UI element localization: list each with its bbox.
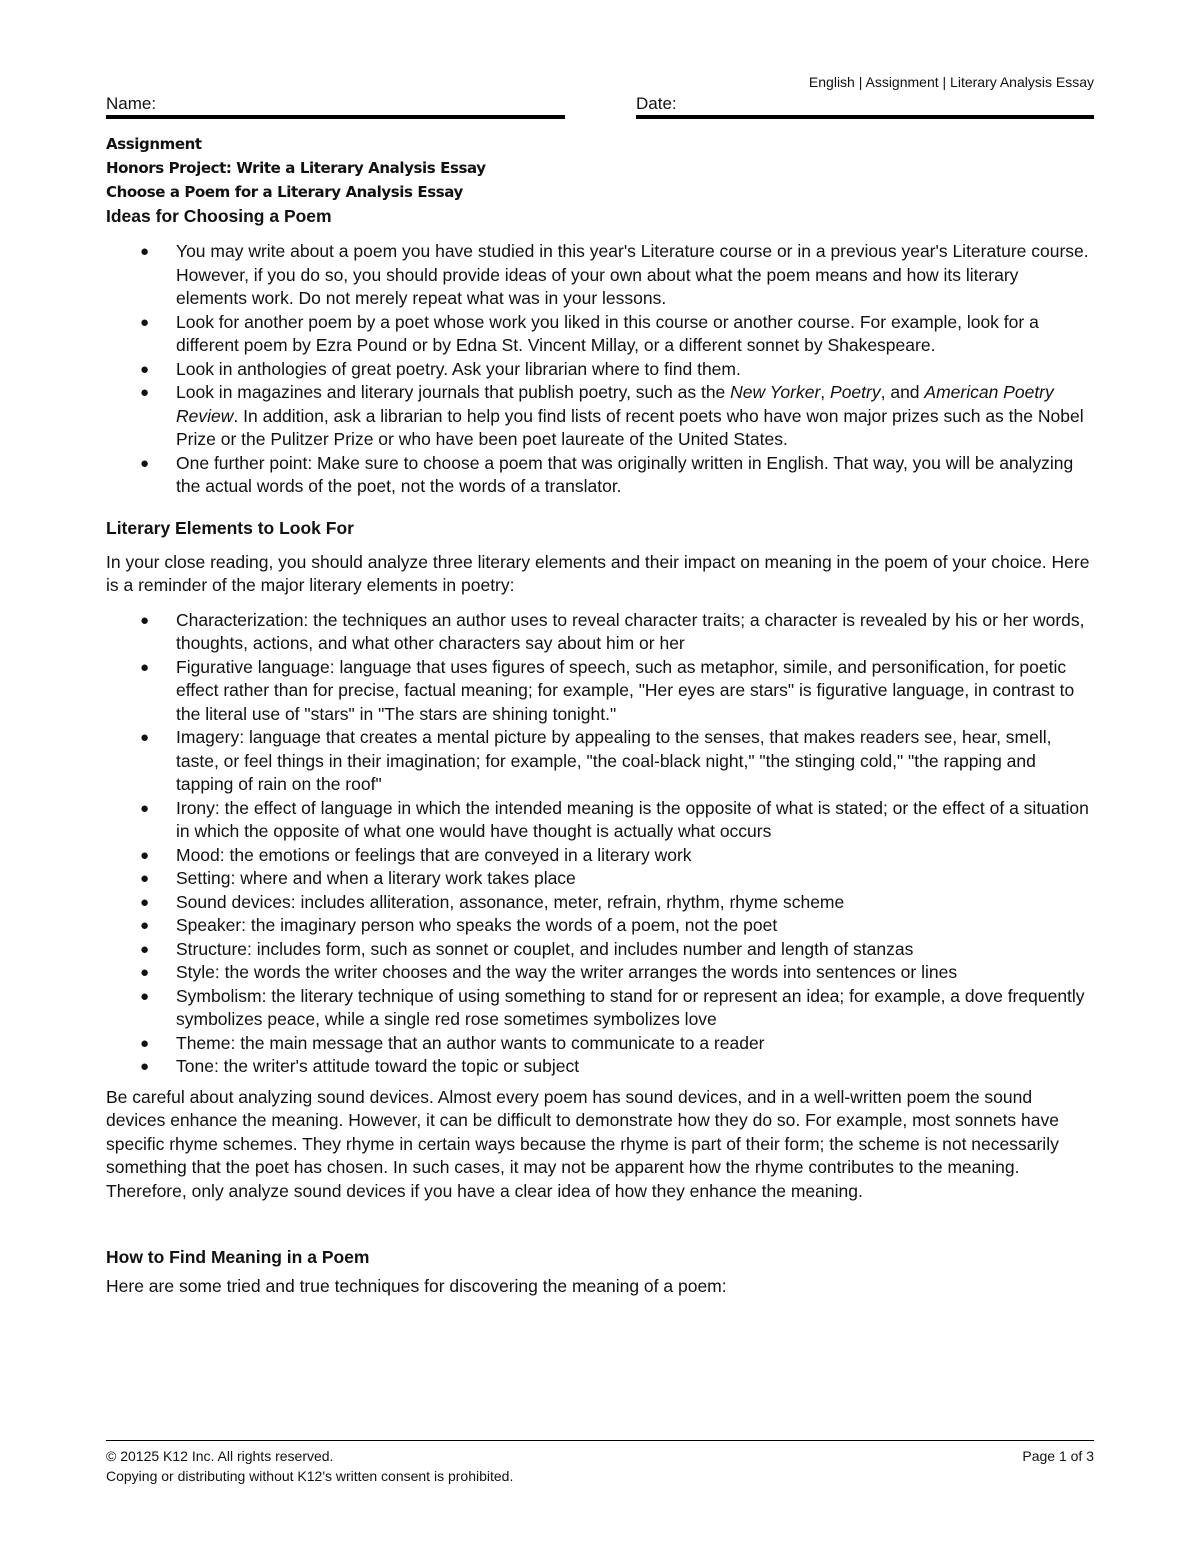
footer-legal bbox=[106, 1446, 513, 1486]
list-item: ● Structure: includes form, such as sonnet or couplet, and includes number and length of stanzas bbox=[106, 938, 1094, 962]
assignment-label: Assignment bbox=[106, 135, 202, 153]
section-heading-choosing: Ideas for Choosing a Poem bbox=[106, 206, 332, 226]
bullet-icon: ● bbox=[140, 360, 150, 378]
main-content bbox=[106, 132, 1094, 1299]
copy-notice-text: Copying or distributing without K12's written consent is prohibited. bbox=[106, 1468, 514, 1484]
copyright-text: © 20125 K12 Inc. All rights reserved. bbox=[106, 1448, 334, 1464]
date-field-line[interactable] bbox=[636, 115, 1094, 119]
bullet-icon: ● bbox=[140, 1034, 150, 1052]
bullet-icon: ● bbox=[140, 964, 150, 981]
magazine-title: Poetry bbox=[830, 382, 881, 402]
bullet-icon: ● bbox=[140, 846, 150, 864]
choosing-ideas-list bbox=[106, 240, 1094, 499]
list-item: ● Style: the words the writer chooses and the way the writer arranges the words into sentences or lines bbox=[106, 961, 1094, 985]
bullet-icon: ● bbox=[140, 940, 150, 958]
list-item: ● Imagery: language that creates a mental picture by appealing to the senses, that makes readers see, hear, smell, taste, or feel things in their imagination; for example, "the coal-black night," "the stinging cold," "the rapping and tapping of rain on the roof" bbox=[140, 727, 1052, 794]
list-item: ● Speaker: the imaginary person who speaks the words of a poem, not the poet bbox=[106, 914, 1094, 938]
bullet-icon: ● bbox=[140, 917, 150, 934]
list-item: ● Irony: the effect of language in which the intended meaning is the opposite of what is stated; or the effect of a situation in which the opposite of what one would have thought is actually what occurs bbox=[140, 797, 1089, 841]
bullet-icon: ● bbox=[140, 313, 150, 331]
literary-elements-list bbox=[106, 609, 1094, 1079]
name-label: Name: bbox=[106, 94, 157, 113]
bullet-icon: ● bbox=[140, 454, 150, 472]
bullet-icon: ● bbox=[140, 729, 150, 746]
list-item: ● Tone: the writer's attitude toward the topic or subject bbox=[106, 1055, 1094, 1079]
course-header: English | Assignment | Literary Analysis Essay bbox=[808, 74, 1094, 90]
sound-devices-note: Be careful about analyzing sound devices. Almost every poem has sound devices, and in a well-written poem the sound devices enhance the meaning. However, it can be difficult to demonstrate how they do so. For example, most sonnets have specific rhyme schemes. They rhyme in certain ways because the rhyme is part of their form; the scheme is not necessarily something that the poet has chosen. In such cases, it may not be apparent how the rhyme contributes to the meaning. Therefore, only analyze sound devices if you have a clear idea of how they enhance the meaning. bbox=[106, 1086, 1059, 1201]
bullet-icon: ● bbox=[140, 611, 150, 629]
list-item: ● Setting: where and when a literary work takes place bbox=[106, 867, 1094, 891]
magazine-title: American Poetry Review bbox=[176, 382, 1054, 426]
bullet-icon: ● bbox=[140, 243, 150, 260]
choose-title: Choose a Poem for a Literary Analysis Essay bbox=[106, 183, 463, 201]
bullet-icon: ● bbox=[140, 799, 150, 817]
bullet-icon: ● bbox=[140, 658, 150, 676]
elements-intro: In your close reading, you should analyze three literary elements and their impact on meaning in the poem of your choice. Here is a reminder of the major literary elements in poetry: bbox=[106, 551, 1090, 595]
name-field-line[interactable] bbox=[106, 115, 565, 119]
list-item: ● Symbolism: the literary technique of using something to stand for or represent an idea; for example, a dove frequently symbolizes peace, while a single red rose sometimes symbolizes love bbox=[140, 985, 1085, 1029]
list-item: ● Look in magazines and literary journals that publish poetry, such as the New Yorker, Poetry, and American Poetry Review. In addition, ask a librarian to help you find lists of recent poets who have won major prizes such as the Nobel Prize or the Pulitzer Prize or who have been poet laureate of the United States. bbox=[140, 382, 1084, 449]
page-number: Page 1 of 3 bbox=[1022, 1448, 1094, 1464]
magazine-title: New Yorker bbox=[730, 382, 821, 402]
section-heading-elements: Literary Elements to Look For bbox=[106, 517, 354, 538]
date-label: Date: bbox=[636, 94, 677, 113]
project-title: Honors Project: Write a Literary Analysis Essay bbox=[106, 159, 486, 177]
list-item: ● Mood: the emotions or feelings that are conveyed in a literary work bbox=[106, 844, 1094, 868]
bullet-icon: ● bbox=[140, 1058, 150, 1075]
list-item: ● You may write about a poem you have studied in this year's Literature course or in a previous year's Literature course. However, if you do so, you should provide ideas of your own about what the poem means and how its literary elements work. Do not merely repeat what was in your lessons. bbox=[140, 241, 1089, 308]
list-item: ● Figurative language: language that uses figures of speech, such as metaphor, simile, and personification, for poetic effect rather than for precise, factual meaning; for example, "Her eyes are stars" is figurative language, in contrast to the literal use of "stars" in "The stars are shining tonight." bbox=[140, 656, 1075, 724]
bullet-icon: ● bbox=[140, 893, 150, 911]
list-item: ● One further point: Make sure to choose a poem that was originally written in English. That way, you will be analyzing the actual words of the poet, not the words of a translator. bbox=[140, 452, 1074, 496]
bullet-icon: ● bbox=[140, 987, 150, 1005]
list-item: ● Sound devices: includes alliteration, assonance, meter, refrain, rhythm, rhyme scheme bbox=[106, 891, 1094, 915]
list-item: ● Look in anthologies of great poetry. Ask your librarian where to find them. bbox=[106, 358, 1094, 382]
meaning-intro: Here are some tried and true techniques for discovering the meaning of a poem: bbox=[106, 1276, 727, 1296]
section-heading-meaning: How to Find Meaning in a Poem bbox=[106, 1247, 370, 1267]
list-item: ● Look for another poem by a poet whose work you liked in this course or another course. For example, look for a different poem by Ezra Pound or by Edna St. Vincent Millay, or a different sonnet by Shakespeare. bbox=[140, 311, 1039, 355]
list-item: ● Theme: the main message that an author wants to communicate to a reader bbox=[106, 1032, 1094, 1056]
list-item: ● Characterization: the techniques an author uses to reveal character traits; a character is revealed by his or her words, thoughts, actions, and what other characters say about him or her bbox=[140, 609, 1085, 653]
bullet-icon: ● bbox=[140, 870, 150, 887]
bullet-icon: ● bbox=[140, 384, 150, 401]
footer-divider bbox=[106, 1440, 1094, 1441]
